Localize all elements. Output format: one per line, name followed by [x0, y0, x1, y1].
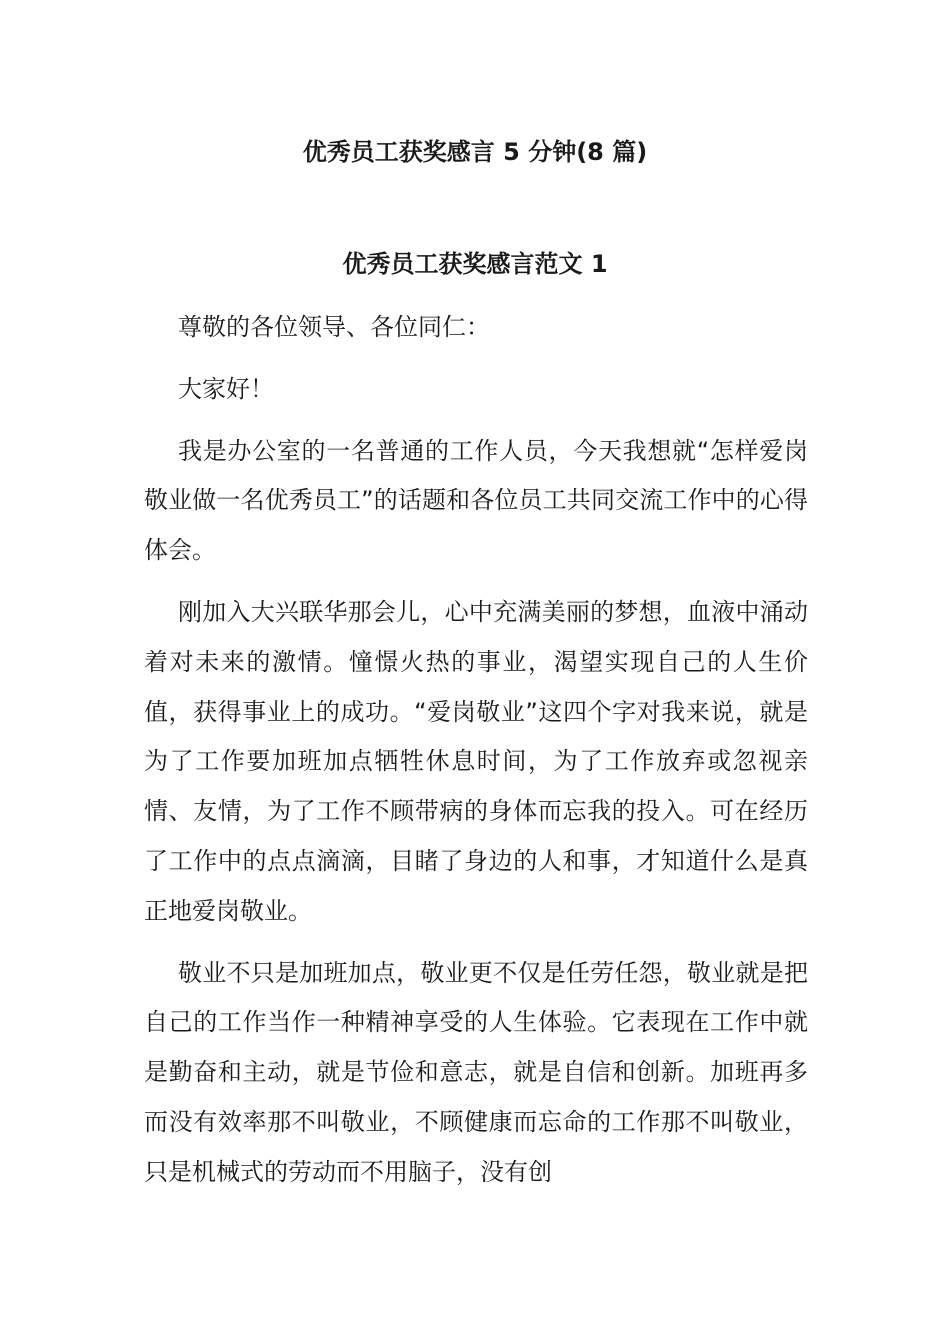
paragraph-intro: 我是办公室的一名普通的工作人员，今天我想就“怎样爱岗敬业做一名优秀员工”的话题和各位员工共同交流工作中的心得体会。	[144, 436, 808, 565]
paragraph-salutation: 尊敬的各位领导、各位同仁：	[178, 313, 490, 341]
paragraph-greeting: 大家好！	[178, 374, 274, 403]
paragraph-experience: 刚加入大兴联华那会儿，心中充满美丽的梦想，血液中涌动着对未来的激情。憧憬火热的事业，渴望实现自己的人生价值，获得事业上的成功。“爱岗敬业”这四个字对我来说，就是为了工作要加班加点牺牲休息时间，为了工作放弃或忽视亲情、友情，为了工作不顾带病的身体而忘我的投入。可在经历了工作中的点点滴滴，目睹了身边的人和事，才知道什么是真正地爱岗敬业。	[144, 597, 808, 925]
section-title: 优秀员工获奖感言范文 1	[342, 250, 608, 278]
document-title: 优秀员工获奖感言 5 分钟(8 篇)	[302, 138, 648, 166]
paragraph-dedication: 敬业不只是加班加点，敬业更不仅是任劳任怨，敬业就是把自己的工作当作一种精神享受的人生体验。它表现在工作中就是勤奋和主动，就是节俭和意志，就是自信和创新。加班再多而没有效率那不叫敬业，不顾健康而忘命的工作那不叫敬业，只是机械式的劳动而不用脑子，没有创	[144, 958, 808, 1186]
document-body	[144, 303, 808, 1210]
